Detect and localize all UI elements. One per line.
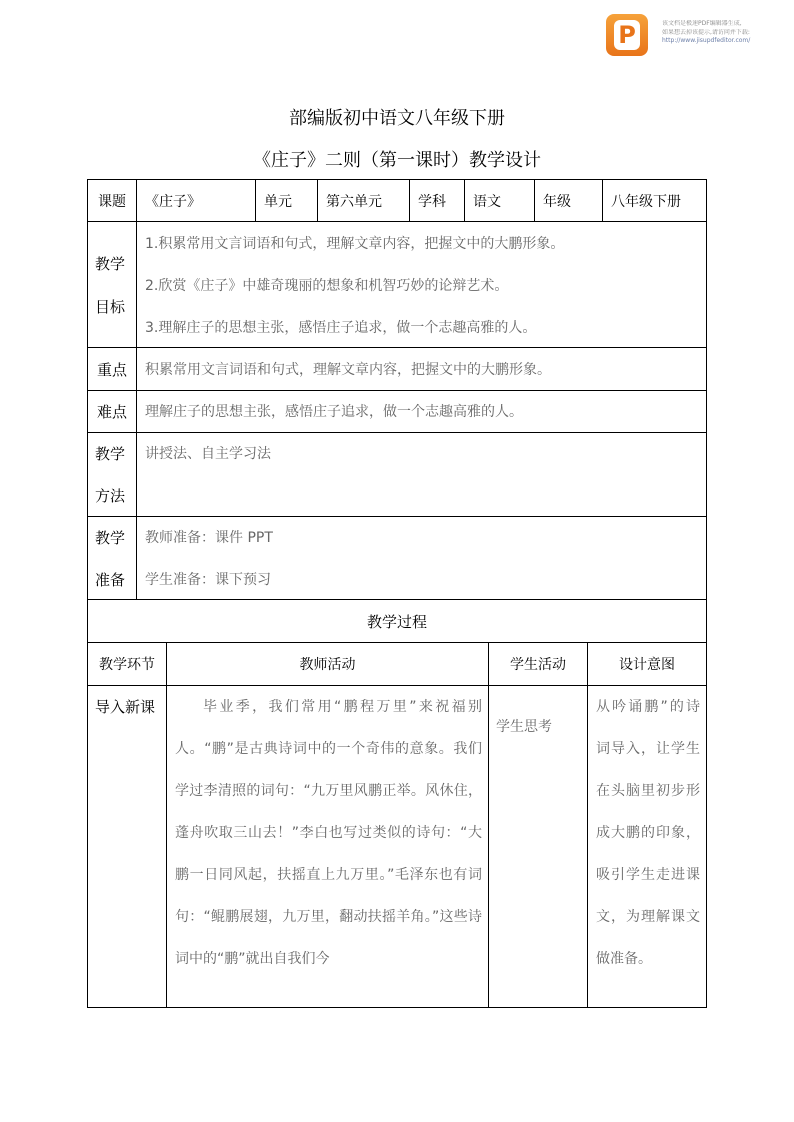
column-header-intent: 设计意图	[619, 657, 675, 673]
difficulty-value: 理解庄子的思想主张，感悟庄子追求，做一个志趣高雅的人。	[145, 404, 523, 420]
pdf-editor-logo-icon	[606, 14, 648, 56]
key-point-value: 积累常用文言词语和句式，理解文章内容，把握文中的大鹏形象。	[145, 362, 551, 378]
stage-value: 导入新课	[95, 698, 156, 716]
watermark-text	[662, 20, 790, 46]
preparation-teacher: 教师准备：课件 PPT	[145, 530, 273, 546]
difficulty-label: 难点	[96, 403, 127, 421]
student-activity: 学生思考	[496, 719, 552, 735]
column-header-teacher: 教师活动	[299, 657, 356, 673]
unit-value: 第六单元	[326, 193, 382, 210]
goals-label-1: 教学	[95, 255, 126, 273]
subject-label: 学科	[418, 193, 446, 210]
process-heading: 教学过程	[366, 612, 427, 631]
document-subtitle: 《庄子》二则（第一课时）教学设计	[253, 150, 541, 171]
design-intent: 从吟诵鹏”的诗词导入，让学生在头脑里初步形成大鹏的印象，吸引学生走进课文，为理解课文做准备。	[596, 699, 700, 967]
goals-label-2: 目标	[95, 298, 126, 316]
preparation-label-2: 准备	[95, 571, 126, 589]
watermark-line-1: 该文档是极速PDF编辑器生成,	[662, 20, 742, 27]
grade-label: 年级	[543, 193, 571, 210]
logo-letter: P	[614, 20, 640, 50]
preparation-student: 学生准备：课下预习	[145, 572, 271, 588]
column-header-student: 学生活动	[510, 657, 566, 673]
column-header-stage: 教学环节	[99, 657, 155, 673]
topic-label: 课题	[98, 193, 126, 210]
topic-value: 《庄子》	[145, 193, 201, 210]
goal-item-3: 3.理解庄子的思想主张，感悟庄子追求，做一个志趣高雅的人。	[145, 320, 537, 336]
preparation-label-1: 教学	[95, 529, 126, 547]
teacher-activity: 毕业季，我们常用“鹏程万里”来祝福别人。“鹏”是古典诗词中的一个奇伟的意象。我们学过李清照的词句：“九万里风鹏正举。风休住，蓬舟吹取三山去！”李白也写过类似的诗句：“大鹏一日同风起，扶摇直上九万里。”毛泽东也有词句：“鲲鹏展翅，九万里，翻动扶摇羊角。”这些诗词中的“鹏”就出自我们今	[175, 699, 482, 967]
method-label-1: 教学	[95, 445, 126, 463]
goal-item-1: 1.积累常用文言词语和句式，理解文章内容，把握文中的大鹏形象。	[145, 236, 565, 252]
unit-label: 单元	[264, 193, 292, 210]
key-point-label: 重点	[96, 360, 127, 379]
watermark-url[interactable]: http://www.jisupdfeditor.com/	[662, 37, 751, 44]
method-value: 讲授法、自主学习法	[145, 446, 271, 462]
goal-item-2: 2.欣赏《庄子》中雄奇瑰丽的想象和机智巧妙的论辩艺术。	[145, 278, 509, 294]
grade-value: 八年级下册	[611, 193, 681, 210]
watermark-line-2: 如果想去掉该提示,请访问并下载:	[662, 28, 750, 36]
document-title: 部编版初中语文八年级下册	[289, 108, 505, 129]
method-label-2: 方法	[95, 487, 126, 505]
subject-value: 语文	[473, 193, 501, 210]
